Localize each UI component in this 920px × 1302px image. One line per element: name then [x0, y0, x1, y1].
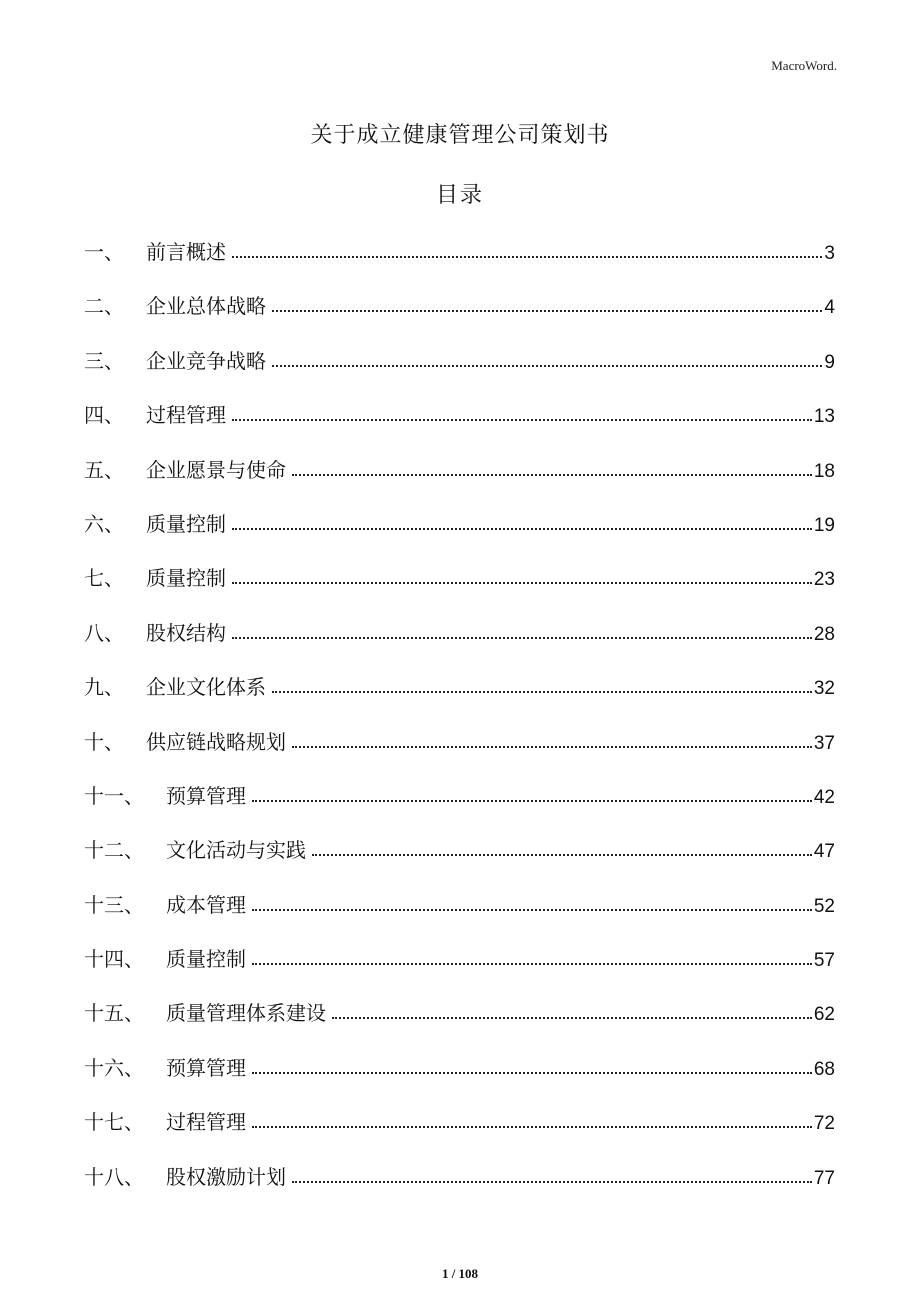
- toc-entry-page: 18: [813, 460, 835, 482]
- toc-entry[interactable]: [84, 1103, 835, 1157]
- toc-entry-page: 32: [813, 678, 835, 700]
- toc-entry-title: 企业愿景与使命: [146, 457, 286, 482]
- toc-entry[interactable]: [84, 994, 835, 1048]
- toc-entry-number: 十八、: [84, 1164, 144, 1189]
- toc-entry-title: 企业竞争战略: [146, 348, 266, 373]
- toc-entry-title: 成本管理: [166, 892, 246, 917]
- toc-entry-number: 十三、: [84, 892, 144, 917]
- table-of-contents: [84, 233, 835, 1212]
- toc-entry[interactable]: [84, 831, 835, 885]
- toc-entry-number: 六、: [84, 511, 124, 536]
- toc-dot-leader: [232, 635, 812, 639]
- toc-dot-leader: [252, 1124, 812, 1128]
- toc-entry-number: 十、: [84, 729, 124, 754]
- toc-dot-leader: [292, 744, 812, 748]
- toc-dot-leader: [252, 907, 812, 911]
- toc-entry-page: 72: [813, 1113, 835, 1135]
- toc-entry-title: 供应链战略规划: [146, 729, 286, 754]
- toc-entry-title: 过程管理: [146, 403, 226, 428]
- toc-entry-number: 十一、: [84, 783, 144, 808]
- toc-dot-leader: [252, 961, 812, 965]
- toc-dot-leader: [312, 852, 812, 856]
- toc-entry-number: 九、: [84, 675, 124, 700]
- toc-entry-title: 预算管理: [166, 783, 246, 808]
- toc-entry[interactable]: [84, 668, 835, 722]
- toc-dot-leader: [272, 308, 822, 312]
- toc-entry-number: 八、: [84, 620, 124, 645]
- toc-entry[interactable]: [84, 886, 835, 940]
- toc-entry-page: 42: [813, 786, 835, 808]
- document-title: 关于成立健康管理公司策划书: [310, 123, 610, 148]
- page-indicator: 1 / 108: [441, 1266, 479, 1281]
- toc-entry-number: 十四、: [84, 947, 144, 972]
- toc-entry[interactable]: [84, 559, 835, 613]
- toc-entry[interactable]: [84, 233, 835, 287]
- toc-dot-leader: [332, 1015, 812, 1019]
- toc-entry-page: 37: [813, 732, 835, 754]
- toc-dot-leader: [272, 363, 822, 367]
- toc-entry-number: 十六、: [84, 1055, 144, 1080]
- toc-entry[interactable]: [84, 451, 835, 505]
- toc-entry[interactable]: [84, 396, 835, 450]
- toc-entry-title: 质量控制: [146, 511, 226, 536]
- toc-entry[interactable]: [84, 940, 835, 994]
- toc-entry-page: 19: [813, 514, 835, 536]
- toc-dot-leader: [232, 580, 812, 584]
- toc-entry-title: 文化活动与实践: [166, 838, 306, 863]
- toc-entry[interactable]: [84, 777, 835, 831]
- toc-entry-title: 前言概述: [146, 240, 226, 264]
- toc-entry-number: 十五、: [84, 1001, 144, 1026]
- toc-entry[interactable]: [84, 723, 835, 777]
- toc-entry-page: 28: [813, 623, 835, 645]
- toc-dot-leader: [292, 1179, 812, 1183]
- toc-entry[interactable]: [84, 505, 835, 559]
- toc-heading: 目录: [435, 183, 484, 208]
- toc-entry-title: 质量管理体系建设: [166, 1001, 326, 1026]
- header-brand: MacroWord.: [771, 58, 837, 73]
- toc-entry-title: 过程管理: [166, 1110, 246, 1135]
- toc-entry-number: 四、: [84, 403, 124, 428]
- toc-entry-page: 23: [813, 569, 835, 591]
- toc-entry-number: 七、: [84, 566, 124, 591]
- toc-entry-page: 47: [813, 841, 835, 863]
- toc-entry-title: 企业文化体系: [146, 675, 266, 700]
- toc-dot-leader: [232, 254, 822, 258]
- toc-entry-page: 57: [813, 950, 835, 972]
- toc-entry-page: 77: [813, 1167, 835, 1189]
- toc-entry-number: 十七、: [84, 1110, 144, 1135]
- toc-dot-leader: [292, 472, 812, 476]
- toc-entry-title: 质量控制: [146, 566, 226, 591]
- toc-entry-page: 9: [824, 351, 835, 373]
- toc-entry-page: 3: [824, 243, 835, 264]
- toc-dot-leader: [252, 798, 812, 802]
- toc-dot-leader: [272, 689, 812, 693]
- toc-entry[interactable]: [84, 1158, 835, 1212]
- toc-entry[interactable]: [84, 614, 835, 668]
- toc-entry[interactable]: [84, 342, 835, 396]
- toc-entry[interactable]: [84, 287, 835, 341]
- toc-entry-number: 一、: [84, 240, 124, 264]
- toc-dot-leader: [232, 526, 812, 530]
- toc-entry-title: 质量控制: [166, 947, 246, 972]
- toc-dot-leader: [232, 417, 812, 421]
- toc-entry-title: 股权结构: [146, 620, 226, 645]
- toc-entry-title: 股权激励计划: [166, 1164, 286, 1189]
- toc-entry-page: 13: [813, 406, 835, 428]
- toc-entry-page: 62: [813, 1004, 835, 1026]
- toc-entry-number: 二、: [84, 294, 124, 319]
- toc-entry-number: 三、: [84, 348, 124, 373]
- toc-entry[interactable]: [84, 1049, 835, 1103]
- toc-entry-page: 68: [813, 1058, 835, 1080]
- toc-entry-page: 52: [813, 895, 835, 917]
- toc-entry-title: 预算管理: [166, 1055, 246, 1080]
- toc-entry-page: 4: [824, 297, 835, 319]
- toc-entry-title: 企业总体战略: [146, 294, 266, 319]
- toc-dot-leader: [252, 1070, 812, 1074]
- toc-entry-number: 五、: [84, 457, 124, 482]
- toc-entry-number: 十二、: [84, 838, 144, 863]
